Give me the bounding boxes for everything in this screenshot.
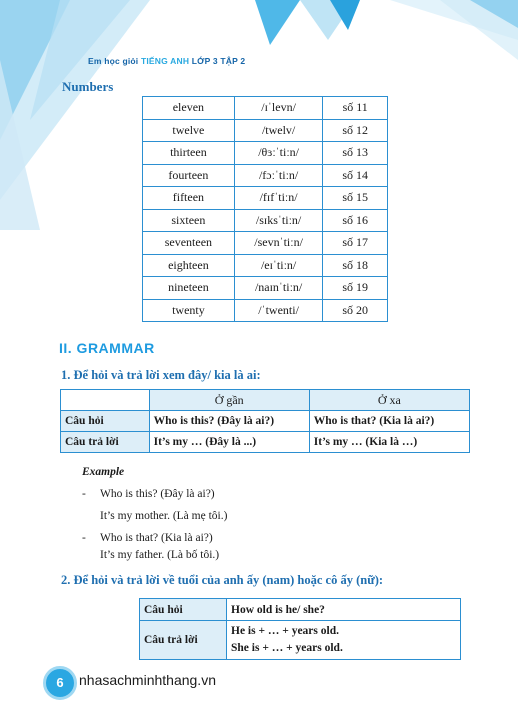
empty-header-cell [61, 390, 150, 411]
table-row [140, 599, 461, 621]
number-word: twenty [143, 299, 235, 322]
answer-cell [227, 621, 461, 660]
column-header-far: Ở xa [309, 390, 469, 411]
number-vn: số 12 [323, 119, 388, 142]
numbers-heading: Numbers [62, 79, 114, 94]
row-label-question: Câu hỏi [61, 411, 150, 432]
number-ipa: /fɔːˈtiːn/ [234, 164, 323, 187]
number-vn: số 15 [323, 187, 388, 210]
table-row [143, 299, 388, 322]
row-label-answer: Câu trả lời [140, 621, 227, 660]
question-how-old: How old is he/ she? [227, 599, 461, 621]
number-word: twelve [143, 119, 235, 142]
number-ipa: /fɪfˈtiːn/ [234, 187, 323, 210]
number-word: eleven [143, 97, 235, 120]
number-word: nineteen [143, 277, 235, 300]
number-vn: số 16 [323, 209, 388, 232]
number-ipa: /naɪnˈtiːn/ [234, 277, 323, 300]
page-number-badge: 6 [43, 666, 77, 700]
bullet-dash: - [82, 532, 86, 544]
number-word: seventeen [143, 232, 235, 255]
grammar-subheading-2: 2. Để hỏi và trả lời về tuổi của anh ấy (nam) hoặc cô ấy (nữ): [61, 573, 384, 587]
table-row [143, 164, 388, 187]
publisher-website: nhasachminhthang.vn [79, 672, 216, 688]
who-is-table [60, 389, 470, 453]
table-row [143, 209, 388, 232]
table-row [143, 142, 388, 165]
row-label-answer: Câu trả lời [61, 432, 150, 453]
answer-near: It’s my … (Đây là ...) [149, 432, 309, 453]
number-ipa: /twelv/ [234, 119, 323, 142]
column-header-near: Ở gần [149, 390, 309, 411]
answer-far: It’s my … (Kia là …) [309, 432, 469, 453]
example-question-2: Who is that? (Kia là ai?) [100, 532, 213, 544]
number-vn: số 20 [323, 299, 388, 322]
number-ipa: /ˈtwenti/ [234, 299, 323, 322]
number-ipa: /eɪˈtiːn/ [234, 254, 323, 277]
number-vn: số 18 [323, 254, 388, 277]
example-question-1: Who is this? (Đây là ai?) [100, 488, 215, 500]
number-ipa: /θɜːˈtiːn/ [234, 142, 323, 165]
number-vn: số 13 [323, 142, 388, 165]
answer-he: He is + … + years old. [231, 625, 339, 637]
number-vn: số 14 [323, 164, 388, 187]
example-answer-2: It’s my father. (Là bố tôi.) [100, 549, 220, 561]
book-header-title: Em học giỏi TIẾNG ANH LỚP 3 TẬP 2 [88, 56, 246, 66]
number-vn: số 11 [323, 97, 388, 120]
number-word: eighteen [143, 254, 235, 277]
table-row [140, 621, 461, 660]
question-far: Who is that? (Kia là ai?) [309, 411, 469, 432]
number-word: fourteen [143, 164, 235, 187]
numbers-table [142, 96, 388, 322]
number-vn: số 17 [323, 232, 388, 255]
table-row [61, 411, 470, 432]
row-label-question: Câu hỏi [140, 599, 227, 621]
number-vn: số 19 [323, 277, 388, 300]
example-answer-1: It’s my mother. (Là mẹ tôi.) [100, 510, 228, 522]
table-row [61, 390, 470, 411]
number-word: sixteen [143, 209, 235, 232]
number-word: fifteen [143, 187, 235, 210]
number-ipa: /ɪˈlevn/ [234, 97, 323, 120]
number-ipa: /sɪksˈtiːn/ [234, 209, 323, 232]
grammar-subheading-1: 1. Để hỏi và trả lời xem đây/ kia là ai: [61, 368, 261, 382]
table-row [143, 254, 388, 277]
grammar-heading: II. GRAMMAR [59, 340, 155, 356]
question-near: Who is this? (Đây là ai?) [149, 411, 309, 432]
example-label: Example [82, 466, 125, 478]
table-row [143, 97, 388, 120]
answer-she: She is + … + years old. [231, 642, 343, 654]
table-row [143, 232, 388, 255]
table-row [143, 277, 388, 300]
table-row [61, 432, 470, 453]
number-ipa: /sevnˈtiːn/ [234, 232, 323, 255]
bullet-dash: - [82, 488, 86, 500]
table-row [143, 187, 388, 210]
table-row [143, 119, 388, 142]
number-word: thirteen [143, 142, 235, 165]
how-old-table [139, 598, 461, 660]
